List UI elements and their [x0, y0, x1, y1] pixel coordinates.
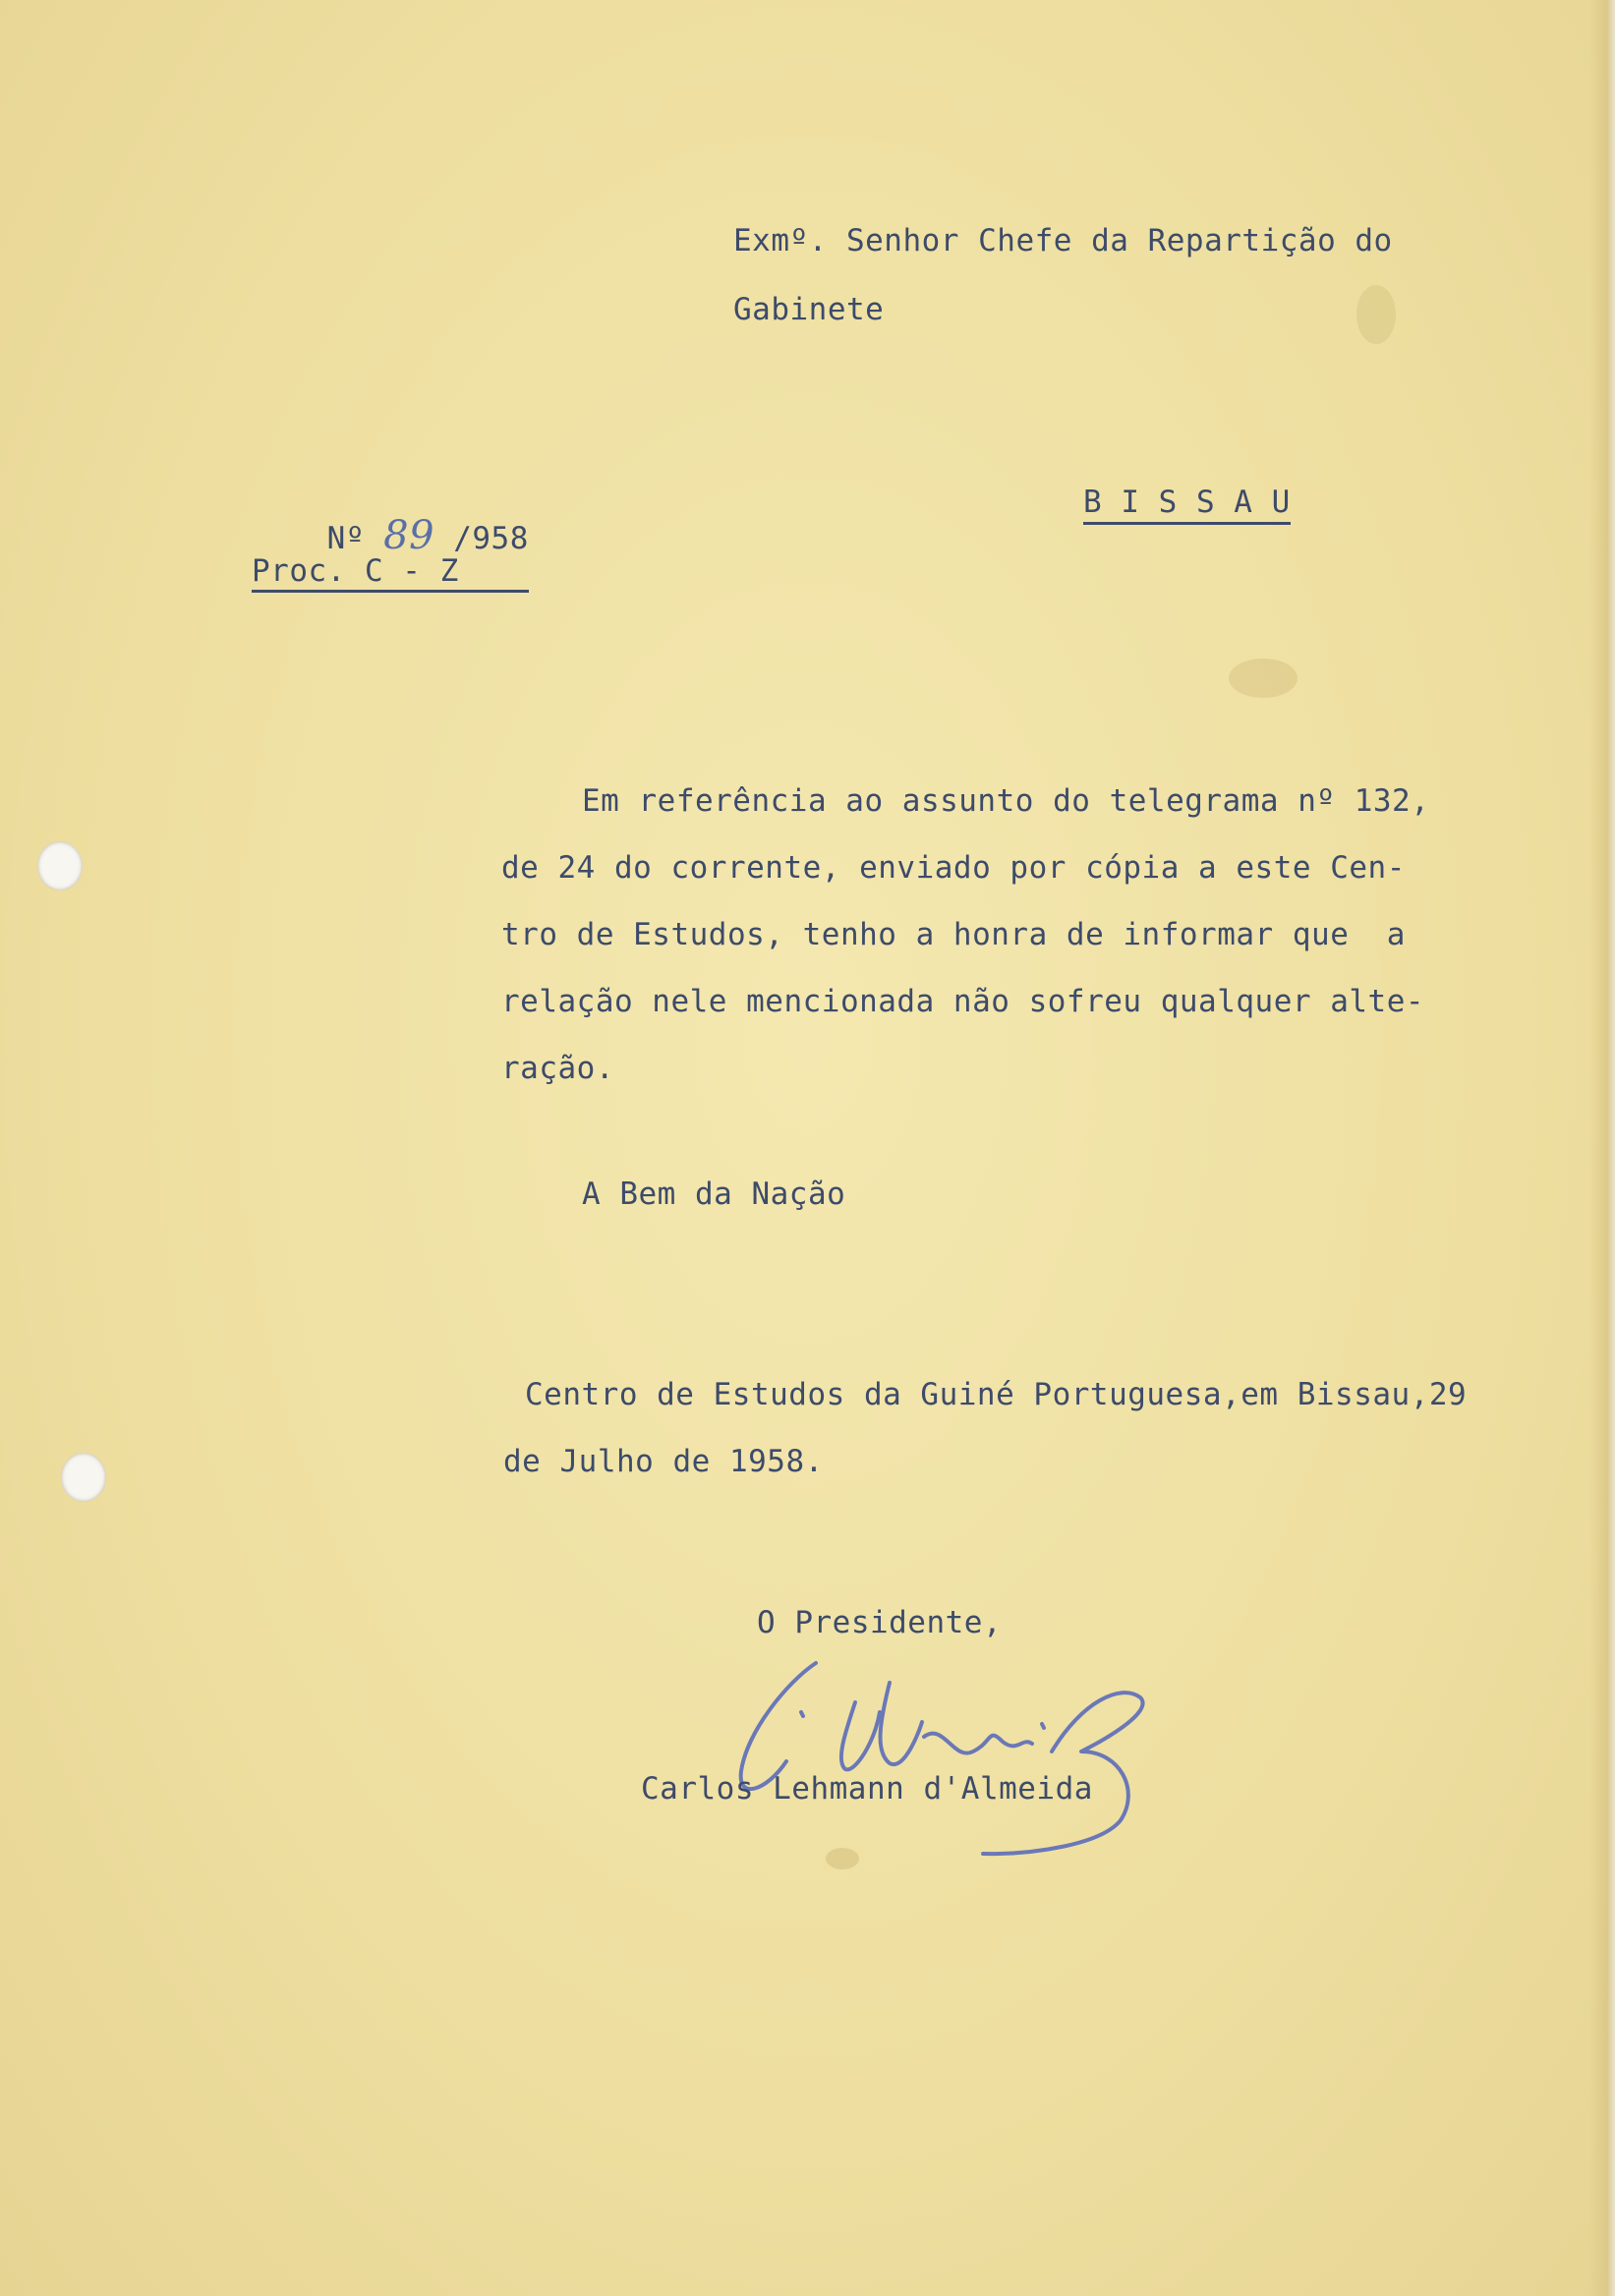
punch-hole-top: [37, 841, 83, 890]
handwritten-signature: [708, 1643, 1170, 1869]
signature-name: Carlos Lehmann d'Almeida: [641, 1771, 1093, 1807]
signature-role: O Presidente,: [757, 1605, 1003, 1640]
recipient-line-1: Exmº. Senhor Chefe da Repartição do: [733, 223, 1393, 258]
body-line-5: ração.: [501, 1051, 614, 1086]
recipient-line-2: Gabinete: [733, 292, 885, 327]
body-line-4: relação nele mencionada não sofreu qualquer alte-: [501, 984, 1425, 1019]
reference-number-prefix: Nº: [326, 521, 365, 556]
closing: A Bem da Nação: [582, 1177, 846, 1212]
place-heading: B I S S A U: [1083, 488, 1291, 525]
paper-edge: [1589, 0, 1615, 2296]
dateline-line-1: Centro de Estudos da Guiné Portuguesa,em Bissau,29: [525, 1377, 1468, 1412]
body-line-2: de 24 do corrente, enviado por cópia a este Cen-: [501, 850, 1406, 886]
reference-number-year: /958: [453, 521, 529, 556]
dateline-line-2: de Julho de 1958.: [503, 1444, 824, 1479]
body-line-1: Em referência ao assunto do telegrama nº 132,: [582, 783, 1430, 819]
paper-stain: [1356, 285, 1396, 344]
reference-process: Proc. C - Z: [252, 553, 459, 589]
reference-number-handwritten: 89: [383, 513, 435, 558]
paper-stain: [1229, 659, 1298, 698]
punch-hole-bottom: [61, 1453, 106, 1502]
body-line-3: tro de Estudos, tenho a honra de informar que a: [501, 917, 1406, 952]
